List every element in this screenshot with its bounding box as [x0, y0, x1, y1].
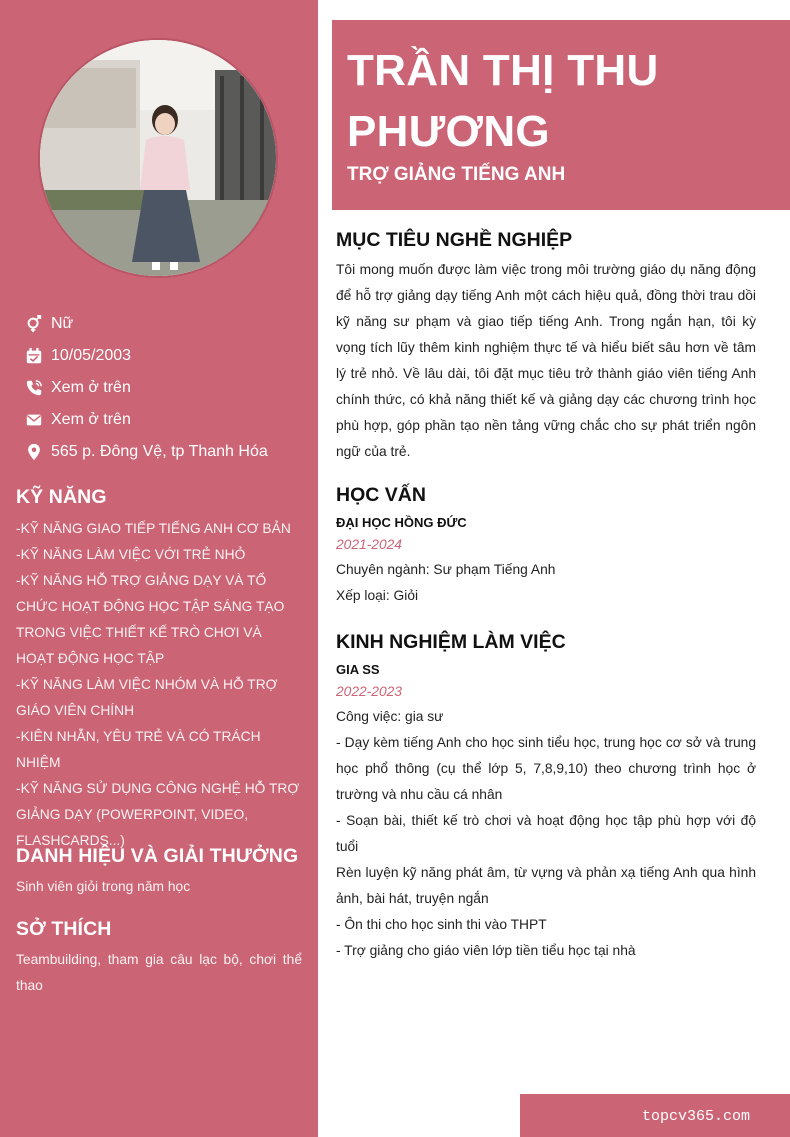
- experience-line: - Soạn bài, thiết kế trò chơi và hoạt động học tập phù hợp với độ tuổi: [336, 813, 756, 854]
- experience-line: - Trợ giảng cho giáo viên lớp tiền tiểu học tại nhà: [336, 943, 636, 958]
- profile-photo: [38, 38, 278, 278]
- email-text: Xem ở trên: [51, 411, 131, 428]
- gender-text: Nữ: [51, 315, 74, 332]
- job-title: TRỢ GIẢNG TIẾNG ANH: [347, 164, 566, 185]
- birthday-text: 10/05/2003: [51, 347, 132, 364]
- skill-item: -KIÊN NHẪN, YÊU TRẺ VÀ CÓ TRÁCH NHIỆM: [16, 729, 261, 770]
- objective-section: [336, 229, 756, 465]
- education-period: 2021-2024: [336, 537, 402, 552]
- experience-line: - Dạy kèm tiếng Anh cho học sinh tiểu học, trung học cơ sở và trung học phổ thông (cụ thể lớp 5, 7,8,9,10) theo chương trình học ở trường và nhu cầu cá nhân: [336, 735, 756, 802]
- gender-icon: [24, 314, 44, 334]
- skill-item: -KỸ NĂNG SỬ DỤNG CÔNG NGHỆ HỖ TRỢ GIẢNG DẠY (POWERPOINT, VIDEO, FLASHCARDS...): [16, 781, 300, 848]
- hobbies-text: Teambuilding, tham gia câu lạc bộ, chơi thể thao: [16, 952, 302, 993]
- calendar-icon: [24, 346, 44, 366]
- company-name: GIA SS: [336, 662, 380, 677]
- contact-birthday: [24, 340, 304, 372]
- skill-item: -KỸ NĂNG LÀM VIỆC VỚI TRẺ NHỎ: [16, 547, 246, 562]
- email-icon: [24, 410, 44, 430]
- school-name: ĐẠI HỌC HỒNG ĐỨC: [336, 515, 467, 530]
- awards-title: DANH HIỆU VÀ GIẢI THƯỞNG: [16, 845, 299, 867]
- sidebar: [0, 0, 318, 1137]
- header: [332, 20, 790, 210]
- phone-text: Xem ở trên: [51, 379, 131, 396]
- experience-line: Công việc: gia sư: [336, 709, 444, 724]
- education-line: Chuyên ngành: Sư phạm Tiếng Anh: [336, 562, 556, 577]
- contact-gender: [24, 308, 304, 340]
- skills-title: KỸ NĂNG: [16, 486, 107, 508]
- objective-text: Tôi mong muốn được làm việc trong môi trường giáo dụ năng động để hỗ trợ giảng dạy tiếng Anh một cách hiệu quả, đồng thời trau dồi kỹ năng sư phạm và giao tiếp tiếng Anh. Trong ngắn hạn, tôi kỳ vọng tích lũy thêm kinh nghiệm thực tế và hiểu biết sâu hơn về tâm lý trẻ nhỏ. Về lâu dài, tôi đặt mục tiêu trở thành giáo viên tiếng Anh chính thức, có khả năng thiết kế và giảng dạy các chương trình học phù hợp, góp phần tạo nền tảng vững chắc cho sự phát triển ngôn ngữ của trẻ.: [336, 262, 756, 459]
- experience-section: [336, 631, 756, 964]
- hobbies-section: [16, 918, 302, 999]
- skill-item: -KỸ NĂNG LÀM VIỆC NHÓM VÀ HỖ TRỢ GIÁO VIÊN CHÍNH: [16, 677, 278, 718]
- hobbies-title: SỞ THÍCH: [16, 918, 112, 940]
- phone-icon: [24, 378, 44, 398]
- skill-item: -KỸ NĂNG GIAO TIẾP TIẾNG ANH CƠ BẢN: [16, 521, 291, 536]
- footer-bar: [520, 1094, 790, 1137]
- candidate-name: TRẦN THỊ THU PHƯƠNG: [347, 46, 659, 156]
- objective-title: MỤC TIÊU NGHỀ NGHIỆP: [336, 229, 573, 251]
- footer-site-text: topcv365.com: [641, 1108, 750, 1125]
- profile-photo-image: [40, 40, 278, 278]
- experience-line: - Ôn thi cho học sinh thi vào THPT: [336, 917, 547, 932]
- education-title: HỌC VẤN: [336, 484, 426, 506]
- contact-info: [24, 308, 304, 468]
- awards-text: Sinh viên giỏi trong năm học: [16, 879, 191, 894]
- address-text: 565 p. Đông Vệ, tp Thanh Hóa: [51, 443, 268, 460]
- education-line: Xếp loại: Giỏi: [336, 588, 419, 603]
- contact-address: [24, 436, 304, 468]
- education-section: [336, 484, 756, 609]
- skill-item: -KỸ NĂNG HỖ TRỢ GIẢNG DẠY VÀ TỔ CHỨC HOẠT ĐỘNG HỌC TẬP SÁNG TẠO TRONG VIỆC THIẾT KẾ TRÒ CHƠI VÀ HOẠT ĐỘNG HỌC TẬP: [16, 573, 285, 666]
- skills-section: [16, 486, 302, 854]
- experience-line: Rèn luyện kỹ năng phát âm, từ vựng và phản xạ tiếng Anh qua hình ảnh, bài hát, truyện ngắn: [336, 865, 756, 906]
- skills-list: [16, 516, 302, 854]
- awards-section: [16, 845, 302, 900]
- contact-email: [24, 404, 304, 436]
- experience-title: KINH NGHIỆM LÀM VIỆC: [336, 631, 566, 653]
- location-pin-icon: [24, 442, 44, 462]
- contact-phone: [24, 372, 304, 404]
- experience-period: 2022-2023: [336, 684, 402, 699]
